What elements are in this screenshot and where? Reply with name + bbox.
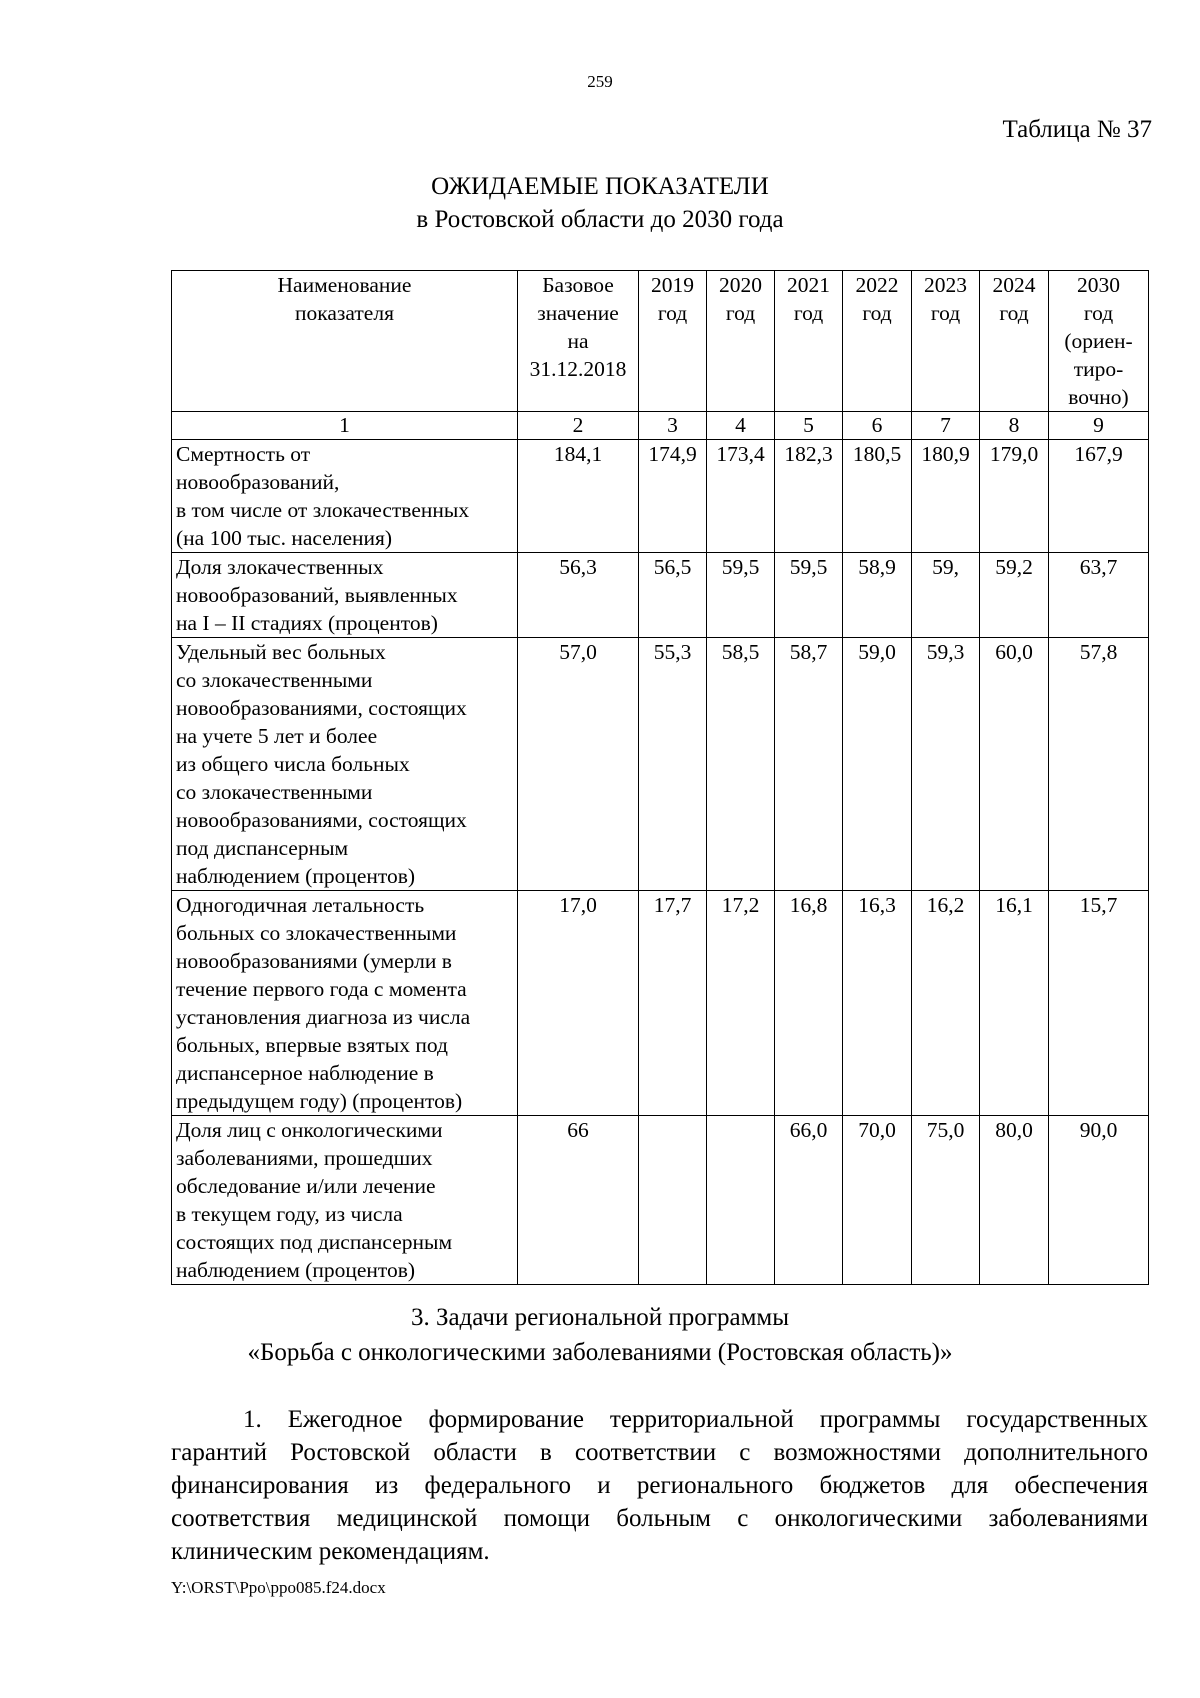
indicator-value-cell: 59,5: [707, 553, 775, 638]
header-cell: 2024 год: [980, 271, 1049, 412]
indicator-value-cell: 180,9: [912, 440, 980, 553]
indicator-value-cell: 75,0: [912, 1116, 980, 1285]
indicator-value-cell: 173,4: [707, 440, 775, 553]
header-cell: 2030 год (ориен- тиро- вочно): [1049, 271, 1149, 412]
column-number-row: [172, 412, 1149, 440]
column-number-cell: 9: [1049, 412, 1149, 440]
indicator-value-cell: 59,2: [980, 553, 1049, 638]
body-paragraph: [171, 1403, 1148, 1568]
indicator-value-cell: 56,5: [639, 553, 707, 638]
header-cell: 2022 год: [843, 271, 912, 412]
table-row: [172, 553, 1149, 638]
indicator-value-cell: 16,1: [980, 891, 1049, 1116]
indicator-value-cell: 16,3: [843, 891, 912, 1116]
indicator-value-cell: 66: [518, 1116, 639, 1285]
indicator-value-cell: 57,0: [518, 638, 639, 891]
title-line-2: в Ростовской области до 2030 года: [416, 206, 784, 233]
table-row: [172, 440, 1149, 553]
indicators-table: [171, 270, 1149, 1285]
table-row: [172, 891, 1149, 1116]
table-row: [172, 638, 1149, 891]
indicator-value-cell: 60,0: [980, 638, 1049, 891]
indicator-value-cell: 58,7: [775, 638, 843, 891]
indicator-value-cell: 182,3: [775, 440, 843, 553]
indicator-value-cell: 16,8: [775, 891, 843, 1116]
column-number-cell: 5: [775, 412, 843, 440]
indicator-value-cell: 63,7: [1049, 553, 1149, 638]
file-path-footer: Y:\ORST\Ppo\ppo085.f24.docx: [171, 1578, 386, 1597]
column-number-cell: 2: [518, 412, 639, 440]
indicator-value-cell: 56,3: [518, 553, 639, 638]
page-number: 259: [587, 72, 613, 91]
table-row: [172, 1116, 1149, 1285]
indicator-value-cell: 16,2: [912, 891, 980, 1116]
section-heading: [0, 1300, 1200, 1370]
indicator-value-cell: 17,0: [518, 891, 639, 1116]
indicator-value-cell: 184,1: [518, 440, 639, 553]
indicator-name-cell: Удельный вес больных со злокачественными новообразованиями, состоящих на учете 5 лет и более из общего числа больных со злокачественными новообразованиями, состоящих под диспансерным наблюдением (процентов): [172, 638, 518, 891]
indicator-value-cell: [707, 1116, 775, 1285]
indicator-value-cell: 80,0: [980, 1116, 1049, 1285]
indicator-value-cell: 179,0: [980, 440, 1049, 553]
indicator-value-cell: 17,2: [707, 891, 775, 1116]
section-heading-line-2: «Борьба с онкологическими заболеваниями (Ростовская область)»: [247, 1339, 953, 1366]
column-number-cell: 4: [707, 412, 775, 440]
indicator-value-cell: 59,5: [775, 553, 843, 638]
section-heading-line-1: 3. Задачи региональной программы: [410, 1304, 790, 1331]
table-label: Таблица № 37: [1002, 116, 1152, 143]
column-number-cell: 3: [639, 412, 707, 440]
indicator-name-cell: Доля лиц с онкологическими заболеваниями, прошедших обследование и/или лечение в текущем году, из числа состоящих под диспансерным наблюдением (процентов): [172, 1116, 518, 1285]
indicator-value-cell: 167,9: [1049, 440, 1149, 553]
header-cell: 2019 год: [639, 271, 707, 412]
header-row: [172, 271, 1149, 412]
paragraph-text: 1. Ежегодное формирование территориальной программы государственных гарантий Ростовской области в соответствии с возможностями дополнительного финансирования из федерального и регионального бюджетов для обеспечения соответствия медицинской помощи больным с онкологическими заболеваниями клиническим рекомендациям.: [171, 1406, 1148, 1565]
indicator-value-cell: 174,9: [639, 440, 707, 553]
indicator-value-cell: 55,3: [639, 638, 707, 891]
indicator-name-cell: Доля злокачественных новообразований, выявленных на I – II стадиях (процентов): [172, 553, 518, 638]
column-number-cell: 1: [172, 412, 518, 440]
header-cell: Базовое значение на 31.12.2018: [518, 271, 639, 412]
indicator-value-cell: 70,0: [843, 1116, 912, 1285]
header-cell: 2020 год: [707, 271, 775, 412]
indicator-value-cell: 90,0: [1049, 1116, 1149, 1285]
indicator-value-cell: 59,3: [912, 638, 980, 891]
indicator-name-cell: Смертность от новообразований, в том числе от злокачественных (на 100 тыс. населения): [172, 440, 518, 553]
indicator-value-cell: 58,5: [707, 638, 775, 891]
indicator-value-cell: 58,9: [843, 553, 912, 638]
header-cell: 2023 год: [912, 271, 980, 412]
document-title: [0, 170, 1200, 236]
indicator-value-cell: 17,7: [639, 891, 707, 1116]
column-number-cell: 7: [912, 412, 980, 440]
indicator-value-cell: 57,8: [1049, 638, 1149, 891]
column-number-cell: 6: [843, 412, 912, 440]
indicator-name-cell: Одногодичная летальность больных со злокачественными новообразованиями (умерли в течение первого года с момента установления диагноза из числа больных, впервые взятых под диспансерное наблюдение в предыдущем году) (процентов): [172, 891, 518, 1116]
indicator-value-cell: 66,0: [775, 1116, 843, 1285]
indicator-value-cell: 59,0: [843, 638, 912, 891]
indicator-value-cell: 15,7: [1049, 891, 1149, 1116]
header-cell: Наименование показателя: [172, 271, 518, 412]
column-number-cell: 8: [980, 412, 1049, 440]
indicator-value-cell: 180,5: [843, 440, 912, 553]
title-line-1: ОЖИДАЕМЫЕ ПОКАЗАТЕЛИ: [431, 173, 769, 200]
header-cell: 2021 год: [775, 271, 843, 412]
indicator-value-cell: 59,: [912, 553, 980, 638]
indicator-value-cell: [639, 1116, 707, 1285]
